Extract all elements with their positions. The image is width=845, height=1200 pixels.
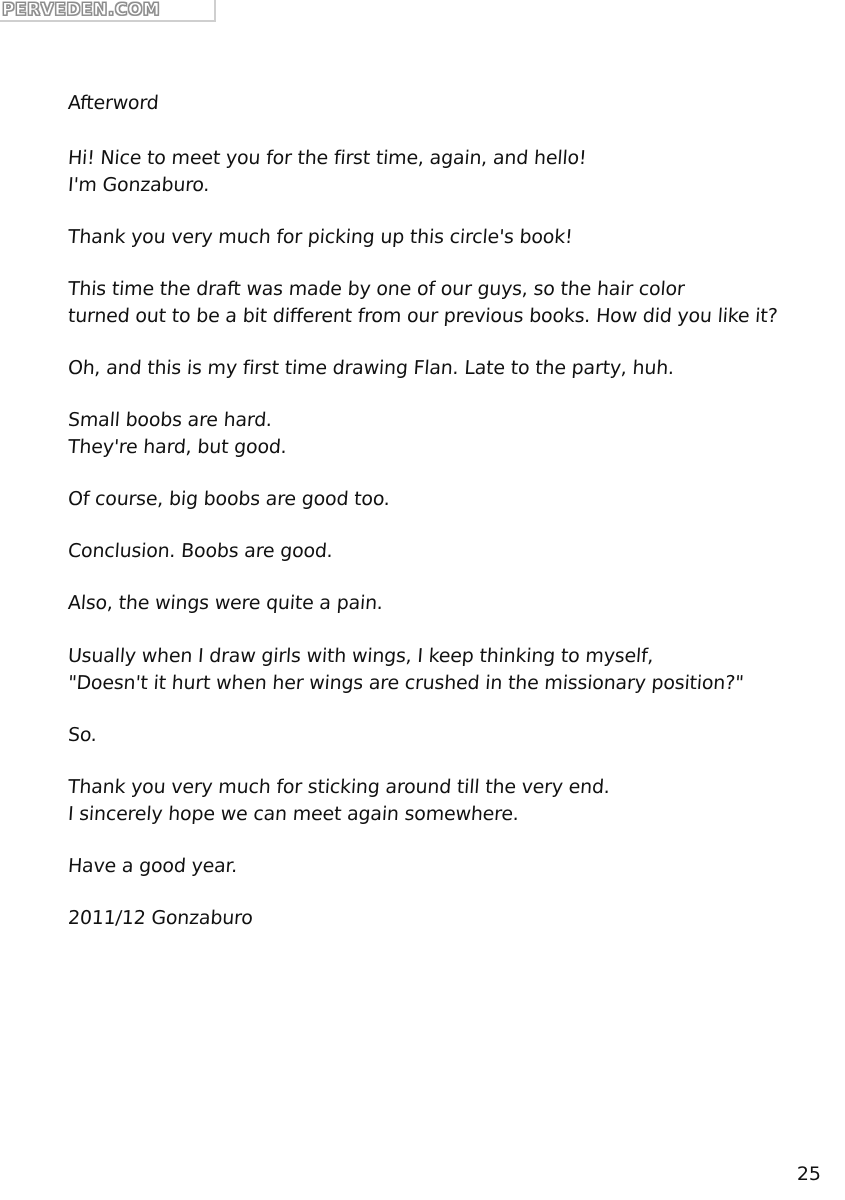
afterword-line: "Doesn't it hurt when her wings are crushed in the missionary position?" [67,672,745,694]
afterword-line: They're hard, but good. [67,436,288,458]
afterword-line: Usually when I draw girls with wings, I keep thinking to myself, [67,645,655,667]
afterword-line: Small boobs are hard. [67,409,273,431]
afterword-line: turned out to be a bit different from our previous books. How did you like it? [67,305,779,327]
afterword-line: This time the draft was made by one of our guys, so the hair color [67,278,686,300]
afterword-line: Oh, and this is my first time drawing Flan. Late to the party, huh. [67,357,675,379]
afterword-line: Conclusion. Boobs are good. [67,540,334,562]
afterword-title: Afterword [67,92,160,114]
afterword-line: Thank you very much for sticking around till the very end. [67,776,611,798]
afterword-line: Also, the wings were quite a pain. [67,592,384,614]
afterword-signature: 2011/12 Gonzaburo [67,907,254,929]
afterword-line: Thank you very much for picking up this circle's book! [67,226,574,248]
watermark-logo [0,0,216,22]
afterword-line: Have a good year. [67,855,239,877]
watermark-text: PERVEDEN.COM [2,0,161,20]
afterword-line: I sincerely hope we can meet again somewhere. [67,803,520,825]
afterword-line: Hi! Nice to meet you for the first time, again, and hello! [67,147,588,169]
afterword-line: Of course, big boobs are good too. [67,488,391,510]
afterword-line: So. [67,724,98,746]
page-number: 25 [796,1163,821,1185]
afterword-line: I'm Gonzaburo. [67,174,211,196]
